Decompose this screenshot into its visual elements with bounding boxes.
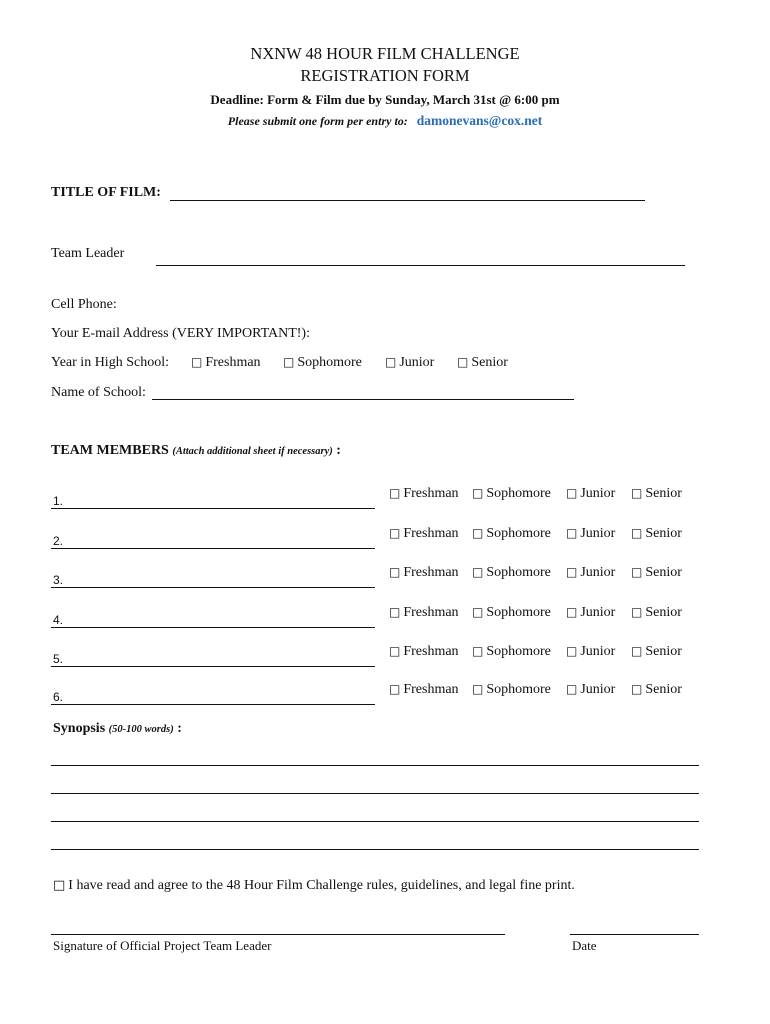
team-member-year-freshman-option[interactable]: □ Freshman bbox=[389, 526, 459, 541]
checkbox-icon[interactable]: □ bbox=[631, 486, 643, 500]
agreement-text: I have read and agree to the 48 Hour Film Challenge rules, guidelines, and legal fine print. bbox=[68, 878, 575, 893]
checkbox-icon[interactable]: □ bbox=[53, 878, 66, 893]
year-junior-option[interactable]: □ Junior bbox=[385, 355, 435, 370]
checkbox-icon[interactable]: □ bbox=[457, 355, 469, 369]
checkbox-icon[interactable]: □ bbox=[566, 486, 578, 500]
date-field[interactable] bbox=[570, 934, 699, 935]
team-member-year-freshman-option[interactable]: □ Freshman bbox=[389, 682, 459, 697]
checkbox-icon[interactable]: □ bbox=[631, 526, 643, 540]
team-leader-label: Team Leader bbox=[51, 246, 125, 261]
checkbox-icon[interactable]: □ bbox=[566, 644, 578, 658]
checkbox-icon[interactable]: □ bbox=[385, 355, 397, 369]
team-member-number: 4. bbox=[53, 613, 64, 627]
form-title-line1: NXNW 48 HOUR FILM CHALLENGE bbox=[250, 44, 520, 63]
checkbox-icon[interactable]: □ bbox=[566, 605, 578, 619]
team-member-year-senior-option[interactable]: □ Senior bbox=[631, 605, 682, 620]
team-member-name-field[interactable] bbox=[51, 627, 375, 628]
team-member-year-sophomore-option[interactable]: □ Sophomore bbox=[472, 486, 551, 501]
checkbox-icon[interactable]: □ bbox=[389, 526, 401, 540]
checkbox-icon[interactable]: □ bbox=[472, 565, 484, 579]
checkbox-icon[interactable]: □ bbox=[389, 605, 401, 619]
team-member-year-sophomore-option[interactable]: □ Sophomore bbox=[472, 605, 551, 620]
team-member-name-field[interactable] bbox=[51, 704, 375, 705]
team-member-year-sophomore-option[interactable]: □ Sophomore bbox=[472, 644, 551, 659]
synopsis-line[interactable] bbox=[51, 765, 699, 766]
year-sophomore-option[interactable]: □ Sophomore bbox=[283, 355, 362, 370]
team-member-year-sophomore-option[interactable]: □ Sophomore bbox=[472, 565, 551, 580]
team-member-year-senior-option[interactable]: □ Senior bbox=[631, 526, 682, 541]
team-member-name-field[interactable] bbox=[51, 666, 375, 667]
synopsis-line[interactable] bbox=[51, 793, 699, 794]
checkbox-icon[interactable]: □ bbox=[566, 526, 578, 540]
school-field[interactable] bbox=[152, 399, 574, 400]
school-label: Name of School: bbox=[51, 385, 146, 400]
date-label: Date bbox=[572, 938, 597, 953]
team-leader-field[interactable] bbox=[156, 265, 685, 266]
team-member-name-field[interactable] bbox=[51, 587, 375, 588]
agreement-option[interactable] bbox=[53, 878, 575, 894]
signature-field[interactable] bbox=[51, 934, 505, 935]
team-member-number: 1. bbox=[53, 494, 64, 508]
synopsis-line[interactable] bbox=[51, 821, 699, 822]
checkbox-icon[interactable]: □ bbox=[631, 565, 643, 579]
title-of-film-field[interactable] bbox=[170, 200, 645, 201]
team-member-year-freshman-option[interactable]: □ Freshman bbox=[389, 644, 459, 659]
synopsis-note: (50-100 words) bbox=[108, 724, 174, 735]
team-member-year-freshman-option[interactable]: □ Freshman bbox=[389, 565, 459, 580]
checkbox-icon[interactable]: □ bbox=[389, 486, 401, 500]
synopsis-line[interactable] bbox=[51, 849, 699, 850]
team-member-year-senior-option[interactable]: □ Senior bbox=[631, 644, 682, 659]
team-members-note: (Attach additional sheet if necessary) bbox=[172, 446, 333, 457]
year-senior-option[interactable]: □ Senior bbox=[457, 355, 508, 370]
deadline-text: Deadline: Form & Film due by Sunday, March 31st @ 6:00 pm bbox=[210, 92, 560, 107]
team-member-number: 5. bbox=[53, 652, 64, 666]
checkbox-icon[interactable]: □ bbox=[389, 644, 401, 658]
team-member-name-field[interactable] bbox=[51, 548, 375, 549]
checkbox-icon[interactable]: □ bbox=[389, 682, 401, 696]
team-member-year-senior-option[interactable]: □ Senior bbox=[631, 486, 682, 501]
year-freshman-option[interactable]: □ Freshman bbox=[191, 355, 261, 370]
submit-text: Please submit one form per entry to: bbox=[227, 114, 408, 128]
submit-email-link[interactable]: damonevans@cox.net bbox=[416, 113, 543, 128]
synopsis-heading: Synopsis (50-100 words) : bbox=[53, 721, 182, 736]
team-member-year-junior-option[interactable]: □ Junior bbox=[566, 565, 616, 580]
team-member-year-freshman-option[interactable]: □ Freshman bbox=[389, 486, 459, 501]
checkbox-icon[interactable]: □ bbox=[472, 526, 484, 540]
team-member-year-junior-option[interactable]: □ Junior bbox=[566, 486, 616, 501]
submit-instruction bbox=[0, 113, 770, 129]
checkbox-icon[interactable]: □ bbox=[631, 682, 643, 696]
year-label: Year in High School: bbox=[51, 355, 169, 370]
team-member-number: 2. bbox=[53, 534, 64, 548]
signature-label: Signature of Official Project Team Leader bbox=[53, 938, 272, 953]
team-member-year-freshman-option[interactable]: □ Freshman bbox=[389, 605, 459, 620]
checkbox-icon[interactable]: □ bbox=[631, 644, 643, 658]
checkbox-icon[interactable]: □ bbox=[472, 682, 484, 696]
team-member-year-junior-option[interactable]: □ Junior bbox=[566, 682, 616, 697]
title-of-film-label: TITLE OF FILM: bbox=[51, 185, 161, 200]
team-member-year-junior-option[interactable]: □ Junior bbox=[566, 526, 616, 541]
email-label: Your E-mail Address (VERY IMPORTANT!): bbox=[51, 326, 310, 341]
team-member-number: 6. bbox=[53, 690, 64, 704]
team-member-number: 3. bbox=[53, 573, 64, 587]
checkbox-icon[interactable]: □ bbox=[389, 565, 401, 579]
checkbox-icon[interactable]: □ bbox=[283, 355, 295, 369]
team-member-year-senior-option[interactable]: □ Senior bbox=[631, 682, 682, 697]
team-member-name-field[interactable] bbox=[51, 508, 375, 509]
checkbox-icon[interactable]: □ bbox=[566, 565, 578, 579]
team-members-heading: TEAM MEMBERS (Attach additional sheet if necessary) : bbox=[51, 443, 341, 458]
team-member-year-sophomore-option[interactable]: □ Sophomore bbox=[472, 526, 551, 541]
form-title-line2: REGISTRATION FORM bbox=[300, 66, 470, 85]
checkbox-icon[interactable]: □ bbox=[472, 644, 484, 658]
checkbox-icon[interactable]: □ bbox=[631, 605, 643, 619]
team-member-year-sophomore-option[interactable]: □ Sophomore bbox=[472, 682, 551, 697]
team-member-year-senior-option[interactable]: □ Senior bbox=[631, 565, 682, 580]
cell-phone-label: Cell Phone: bbox=[51, 297, 117, 312]
team-member-year-junior-option[interactable]: □ Junior bbox=[566, 605, 616, 620]
team-member-year-junior-option[interactable]: □ Junior bbox=[566, 644, 616, 659]
checkbox-icon[interactable]: □ bbox=[566, 682, 578, 696]
checkbox-icon[interactable]: □ bbox=[472, 486, 484, 500]
checkbox-icon[interactable]: □ bbox=[472, 605, 484, 619]
checkbox-icon[interactable]: □ bbox=[191, 355, 203, 369]
